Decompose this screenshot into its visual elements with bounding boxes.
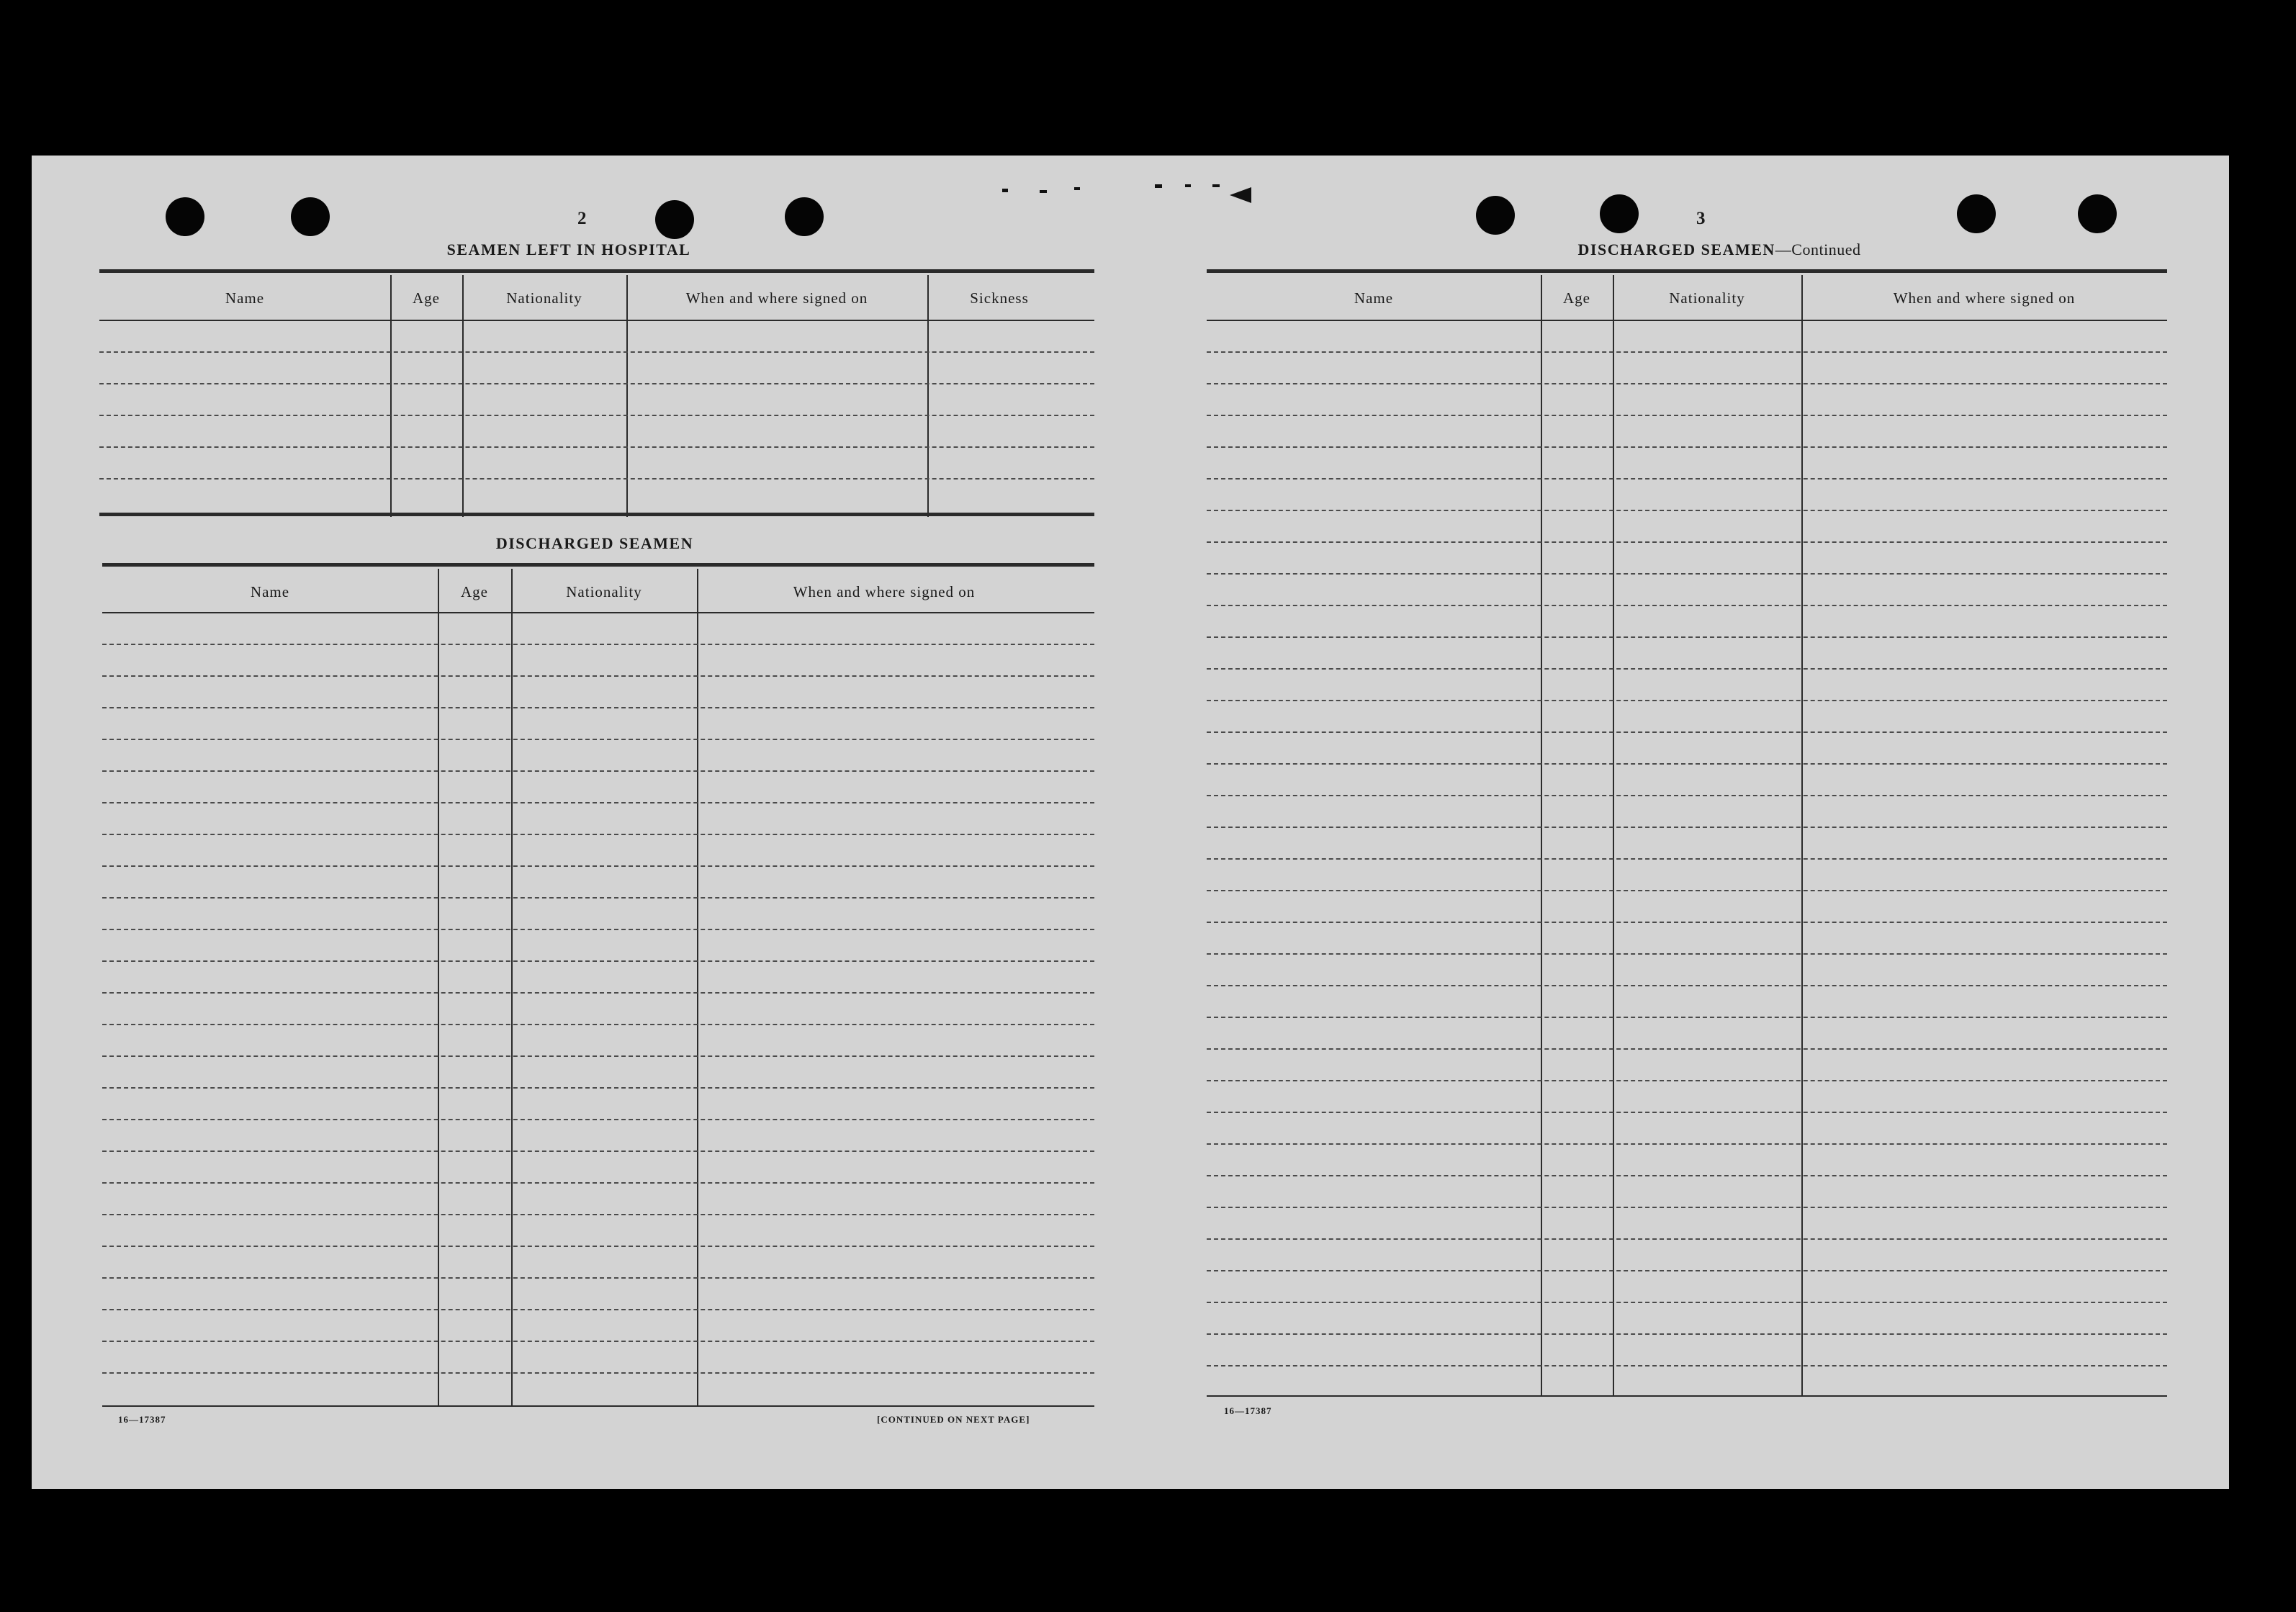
row-rule <box>1207 1333 2167 1335</box>
hospital-table <box>99 275 1094 520</box>
column-divider <box>462 275 464 517</box>
row-rule <box>1207 510 2167 511</box>
row-rule <box>1207 731 2167 733</box>
row-rule <box>1207 1080 2167 1081</box>
column-divider <box>438 569 439 1407</box>
column-header-when-where: When and where signed on <box>1893 289 2076 307</box>
row-rule <box>1207 1017 2167 1018</box>
row-rule <box>102 1246 1094 1247</box>
scan-mark <box>1074 187 1080 190</box>
row-rule <box>1207 1207 2167 1208</box>
row-rule <box>102 739 1094 740</box>
form-number-left: 16—17387 <box>118 1414 166 1425</box>
row-rule <box>1207 383 2167 384</box>
punch-hole-icon <box>655 200 694 239</box>
column-header-nationality: Nationality <box>566 583 642 600</box>
row-rule <box>102 834 1094 835</box>
row-rule <box>1207 478 2167 479</box>
column-header-age: Age <box>413 289 440 307</box>
row-rule <box>1207 827 2167 828</box>
discharged-top-rule <box>102 563 1094 567</box>
row-rule <box>1207 351 2167 353</box>
row-rule <box>1207 890 2167 891</box>
punch-hole-icon <box>291 197 330 236</box>
column-header-when-where: When and where signed on <box>793 583 976 600</box>
row-rule <box>1207 636 2167 638</box>
row-rule <box>102 770 1094 772</box>
title-suffix: —Continued <box>1775 240 1861 258</box>
row-rule <box>99 478 1094 479</box>
punch-hole-icon <box>1476 196 1515 235</box>
hospital-top-rule <box>99 269 1094 273</box>
row-rule <box>102 960 1094 962</box>
column-divider <box>697 569 698 1407</box>
hospital-section-title: SEAMEN LEFT IN HOSPITAL <box>446 240 691 258</box>
column-header-age: Age <box>1563 289 1590 307</box>
column-header-nationality: Nationality <box>1669 289 1745 307</box>
scan-mark <box>1155 184 1162 188</box>
punch-hole-icon <box>1957 194 1996 233</box>
row-rule <box>1207 1365 2167 1366</box>
column-header-nationality: Nationality <box>506 289 582 307</box>
row-rule <box>99 351 1094 353</box>
column-divider <box>390 275 392 517</box>
page-number-left: 2 <box>577 209 587 228</box>
row-rule <box>102 1341 1094 1342</box>
column-divider <box>1541 275 1542 1395</box>
row-rule <box>1207 541 2167 543</box>
row-rule <box>102 1151 1094 1152</box>
discharged-continued-table <box>1207 275 2167 1398</box>
title-main: DISCHARGED SEAMEN <box>1577 240 1775 258</box>
row-rule <box>102 1024 1094 1025</box>
row-rule <box>1207 1048 2167 1050</box>
right-bottom-rule <box>1207 1395 2167 1397</box>
row-rule <box>1207 700 2167 701</box>
discharged-section-title: DISCHARGED SEAMEN <box>495 534 694 552</box>
column-header-name: Name <box>250 583 290 600</box>
row-rule <box>102 1055 1094 1057</box>
row-rule <box>1207 605 2167 606</box>
row-rule <box>1207 922 2167 923</box>
row-rule <box>1207 415 2167 416</box>
column-header-when-where: When and where signed on <box>685 289 868 307</box>
row-rule <box>1207 446 2167 448</box>
header-underline <box>102 612 1094 613</box>
row-rule <box>102 1119 1094 1120</box>
column-header-name: Name <box>225 289 265 307</box>
row-rule <box>102 1309 1094 1310</box>
row-rule <box>1207 763 2167 765</box>
row-rule <box>102 675 1094 677</box>
row-rule <box>1207 985 2167 986</box>
row-rule <box>102 1214 1094 1215</box>
row-rule <box>1207 1302 2167 1303</box>
row-rule <box>1207 668 2167 670</box>
scan-mark <box>1040 190 1047 193</box>
column-divider <box>1613 275 1614 1395</box>
scan-mark <box>1212 184 1220 187</box>
document-sheet <box>32 156 2229 1489</box>
row-rule <box>102 644 1094 645</box>
pointer-arrow-mark-icon <box>1230 187 1251 203</box>
column-header-name: Name <box>1354 289 1394 307</box>
row-rule <box>1207 953 2167 955</box>
row-rule <box>1207 1270 2167 1271</box>
punch-hole-icon <box>1600 194 1639 233</box>
row-rule <box>102 929 1094 930</box>
row-rule <box>102 707 1094 708</box>
right-top-rule <box>1207 269 2167 273</box>
discharged-bottom-rule <box>102 1405 1094 1407</box>
row-rule <box>102 1182 1094 1184</box>
row-rule <box>102 802 1094 803</box>
row-rule <box>1207 795 2167 796</box>
column-header-sickness: Sickness <box>970 289 1029 307</box>
header-underline <box>1207 320 2167 321</box>
row-rule <box>1207 573 2167 575</box>
row-rule <box>102 992 1094 994</box>
column-divider <box>626 275 628 517</box>
column-divider <box>1801 275 1803 1395</box>
row-rule <box>99 415 1094 416</box>
row-rule <box>102 1087 1094 1089</box>
continued-note: [CONTINUED ON NEXT PAGE] <box>877 1414 1030 1425</box>
hospital-bottom-rule <box>99 513 1094 516</box>
row-rule <box>1207 858 2167 860</box>
column-divider <box>927 275 929 517</box>
column-divider <box>511 569 513 1407</box>
row-rule <box>102 1277 1094 1279</box>
scan-mark <box>1185 184 1191 187</box>
punch-hole-icon <box>785 197 824 236</box>
row-rule <box>99 446 1094 448</box>
header-underline <box>99 320 1094 321</box>
row-rule <box>102 897 1094 899</box>
discharged-table <box>102 569 1094 1408</box>
row-rule <box>1207 1238 2167 1240</box>
row-rule <box>1207 1112 2167 1113</box>
form-number-right: 16—17387 <box>1224 1405 1272 1416</box>
row-rule <box>102 1372 1094 1374</box>
row-rule <box>102 865 1094 867</box>
row-rule <box>1207 1143 2167 1145</box>
column-header-age: Age <box>461 583 488 600</box>
row-rule <box>99 383 1094 384</box>
row-rule <box>1207 1175 2167 1176</box>
punch-hole-icon <box>2078 194 2117 233</box>
punch-hole-icon <box>166 197 204 236</box>
scan-mark <box>1002 189 1008 192</box>
discharged-continued-title <box>1467 240 1971 259</box>
page-number-right: 3 <box>1696 209 1706 228</box>
